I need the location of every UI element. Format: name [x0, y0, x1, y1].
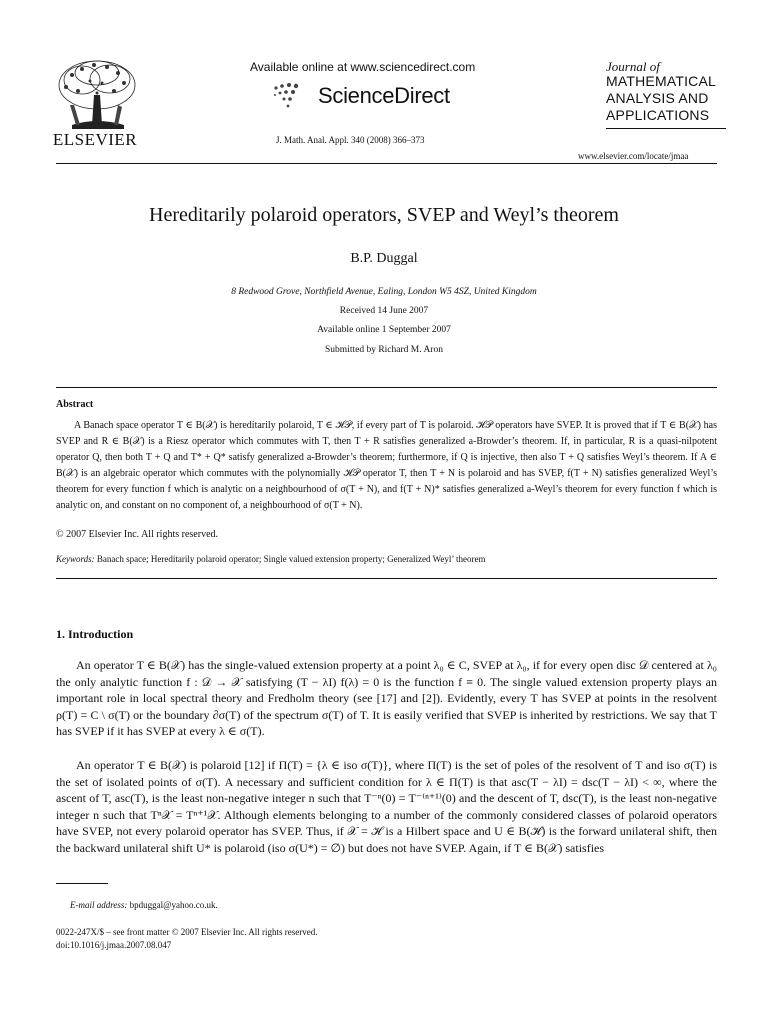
article-title: Hereditarily polaroid operators, SVEP and Weyl’s theorem [149, 204, 619, 226]
issn-line: 0022-247X/$ – see front matter © 2007 Elsevier Inc. All rights reserved. [56, 927, 318, 937]
journal-url-link[interactable]: www.elsevier.com/locate/jmaa [578, 151, 689, 161]
available-online-text[interactable]: Available online at www.sciencedirect.com [250, 60, 476, 74]
header-divider [56, 163, 717, 164]
issn-block [56, 926, 318, 952]
available-date: Available online 1 September 2007 [317, 325, 451, 335]
received-date: Received 14 June 2007 [339, 306, 429, 316]
journal-of-label: Journal of [606, 59, 660, 74]
abstract-copyright: © 2007 Elsevier Inc. All rights reserved. [56, 529, 219, 540]
footnote-divider [56, 883, 108, 884]
keywords-text: Banach space; Hereditarily polaroid operator; Single valued extension property; Generalized Weyl’ theorem [96, 554, 486, 564]
journal-name-line: MATHEMATICAL [606, 73, 716, 89]
journal-name-line: ANALYSIS AND [606, 90, 709, 106]
abstract-text: A Banach space operator T ∈ B(𝒳) is hereditarily polaroid, T ∈ ℋ𝒫, if every part of T is polaroid. ℋ𝒫 operators have SVEP. It is proved that if T ∈ B(𝒳) has SVEP and R ∈ B(𝒳) is a Riesz operator which commutes with T, then T + R satisfies generalized a-Browder’s theorem. If, in particular, R is a quasi-nilpotent operator Q, then both T + Q and T* + Q* satisfy generalized a-Browder’s theorem; furthermore, if Q is injective, then also T + Q satisfies Weyl’s theorem. If A ∈ B(𝒳) is an algebraic operator which commutes with the polynomially ℋ𝒫 operator T, then T + N is polaroid and has SVEP, f(T + N) satisfies generalized Weyl’s theorem for every function f which is analytic on a neighbourhood of σ(T + N), and f(T + N)* satisfies generalized a-Weyl’s theorem for every function f which is analytic on, and constant on no component of, a neighbourhood of σ(T + N). [56, 420, 717, 511]
author-email [70, 900, 218, 910]
journal-citation: J. Math. Anal. Appl. 340 (2008) 366–373 [276, 135, 425, 145]
journal-name-line: APPLICATIONS [606, 107, 710, 123]
email-label: E-mail address: [70, 900, 128, 910]
journal-logo [606, 60, 726, 129]
submitted-by: Submitted by Richard M. Aron [325, 345, 443, 355]
publisher-name: ELSEVIER [52, 130, 138, 149]
body-paragraph: An operator T ∈ B(𝒳) is polaroid [12] if Π(T) = {λ ∈ iso σ(T)}, where Π(T) is the set of poles of the resolvent of T and iso σ(T) is the set of isolated points of σ(T). A necessary and sufficient condition for λ ∈ Π(T) is that asc(T − λI) = dsc(T − λI) < ∞, where the ascent of T, asc(T), is the least non-negative integer n such that T⁻ⁿ(0) = T⁻⁽ⁿ⁺¹⁾(0) and the descent of T, dsc(T), is the least non-negative integer n such that Tⁿ𝒳 = Tⁿ⁺¹𝒳. Although elements belonging to a number of the commonly considered classes of polaroid operators have SVEP, not every polaroid operator has SVEP. Thus, if 𝒳 = ℋ is a Hilbert space and U ∈ B(ℋ) is the forward unilateral shift, then the backward unilateral shift U* is polaroid (iso σ(U*) = ∅) but does not have SVEP. Again, if T ∈ B(𝒳) satisfies [56, 758, 717, 855]
sciencedirect-dots-icon [272, 80, 302, 110]
abstract-top-divider [56, 387, 717, 388]
article-author: B.P. Duggal [350, 251, 418, 266]
doi-link[interactable]: doi:10.1016/j.jmaa.2007.08.047 [56, 940, 172, 950]
keywords-label: Keywords: [56, 554, 95, 564]
sciencedirect-logo-text: ScienceDirect [318, 83, 450, 108]
email-address-link[interactable]: bpduggal@yahoo.co.uk. [129, 900, 218, 910]
section-heading: 1. Introduction [56, 627, 134, 641]
body-paragraph: An operator T ∈ B(𝒳) has the single-valued extension property at a point λ₀ ∈ C, SVEP at λ₀, if for every open disc 𝒟 centered at λ₀ the only analytic function f : 𝒟 → 𝒳 satisfying (T − λI) f(λ) = 0 is the function f ≡ 0. The single valued extension property plays an important role in local spectral theory and Fredholm theory (see [17] and [2]). Evidently, every T has SVEP at points in the resolvent ρ(T) = C \ σ(T) or the boundary ∂σ(T) of the spectrum σ(T) of T. It is easily verified that SVEP is inherited by restrictions. We say that T has SVEP if it has SVEP at every λ ∈ σ(T). [56, 658, 717, 738]
journal-logo-rule [606, 128, 726, 129]
author-affiliation: 8 Redwood Grove, Northfield Avenue, Ealing, London W5 4SZ, United Kingdom [231, 287, 537, 297]
abstract-bottom-divider [56, 578, 717, 579]
abstract-heading: Abstract [56, 399, 94, 410]
keywords-line [56, 554, 485, 564]
